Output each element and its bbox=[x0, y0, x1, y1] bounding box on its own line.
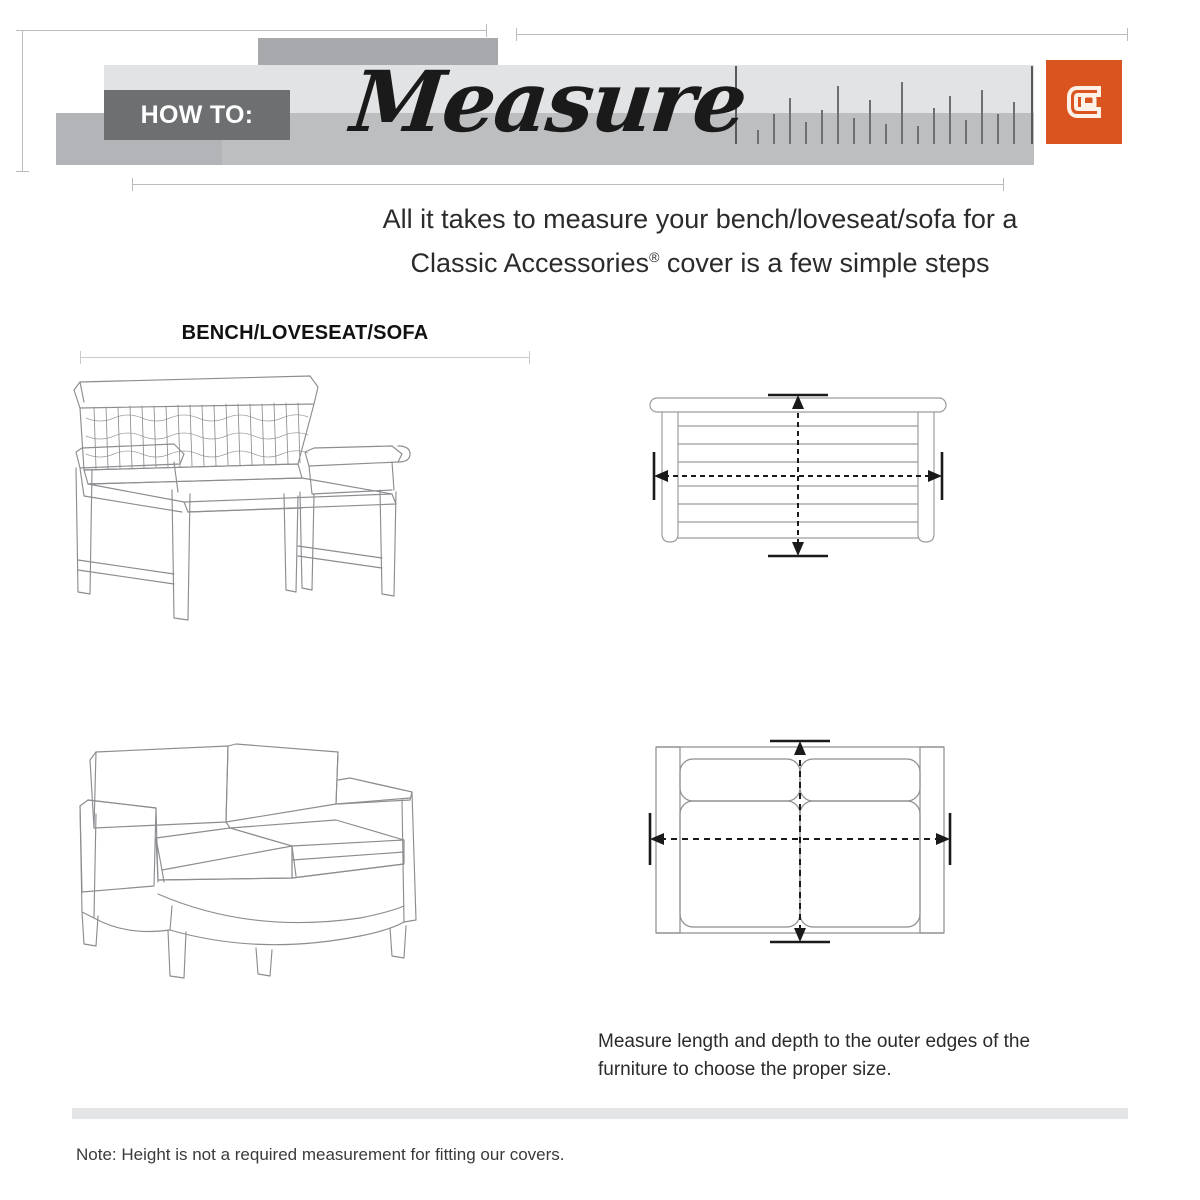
section-rule-cap-right bbox=[529, 351, 530, 364]
dimension-cap-top-right-start bbox=[516, 28, 517, 41]
dimension-cap-bottom-left bbox=[16, 171, 29, 172]
section-rule bbox=[80, 357, 530, 358]
dimension-line-top-right bbox=[516, 34, 1128, 35]
section-label: BENCH/LOVESEAT/SOFA bbox=[181, 322, 429, 344]
ruler-tick bbox=[853, 118, 855, 144]
caption-line-2: furniture to choose the proper size. bbox=[598, 1059, 892, 1080]
subtitle-line-2-tail: cover is a few simple steps bbox=[659, 248, 990, 278]
ruler-tick bbox=[773, 114, 775, 144]
ruler-tick bbox=[805, 122, 807, 144]
ruler-tick bbox=[997, 114, 999, 144]
dimension-cap-top-mid bbox=[486, 24, 487, 37]
subtitle-line-2 bbox=[240, 238, 1160, 282]
ruler-tick bbox=[869, 100, 871, 144]
ruler-tick bbox=[1013, 102, 1015, 144]
ruler-tick bbox=[757, 130, 759, 144]
page-title: Measure bbox=[346, 52, 751, 151]
dimension-line-top-left bbox=[22, 30, 486, 31]
dimension-cap-top-right-end bbox=[1127, 28, 1128, 41]
dimension-cap-bottom-start bbox=[132, 178, 133, 191]
registered-mark: ® bbox=[649, 249, 660, 265]
footer-note: Note: Height is not a required measurement for fitting our covers. bbox=[76, 1145, 565, 1164]
classic-accessories-logo-icon bbox=[1046, 60, 1122, 144]
ruler-tick bbox=[917, 126, 919, 144]
subtitle-brand: Classic Accessories bbox=[410, 248, 650, 278]
subtitle-line-1: All it takes to measure your bench/loveseat/sofa for a bbox=[382, 204, 1018, 234]
ruler-tick bbox=[837, 86, 839, 144]
caption-line-1: Measure length and depth to the outer edges of the bbox=[598, 1031, 1031, 1052]
how-to-label: HOW TO: bbox=[140, 100, 254, 129]
ruler-tick bbox=[981, 90, 983, 144]
header bbox=[0, 0, 1200, 200]
loveseat-perspective-illustration bbox=[60, 730, 460, 990]
ruler-tick bbox=[933, 108, 935, 144]
ruler-tick bbox=[885, 124, 887, 144]
subtitle bbox=[240, 200, 1160, 282]
bench-perspective-illustration bbox=[62, 362, 482, 642]
ruler-tick bbox=[901, 82, 903, 144]
dimension-line-bottom bbox=[132, 184, 1004, 185]
ruler-edge-right bbox=[1031, 66, 1033, 144]
bench-top-view-diagram bbox=[640, 390, 1000, 590]
ruler-tick bbox=[965, 120, 967, 144]
ruler-tick bbox=[949, 96, 951, 144]
dimension-line-left-vertical bbox=[22, 30, 23, 172]
ruler-tick bbox=[821, 110, 823, 144]
measure-caption bbox=[598, 1028, 1158, 1084]
ruler-graphic bbox=[735, 66, 1035, 144]
loveseat-top-view-diagram bbox=[640, 735, 1000, 950]
ruler-tick bbox=[789, 98, 791, 144]
dimension-cap-bottom-end bbox=[1003, 178, 1004, 191]
footer-divider bbox=[72, 1108, 1128, 1119]
